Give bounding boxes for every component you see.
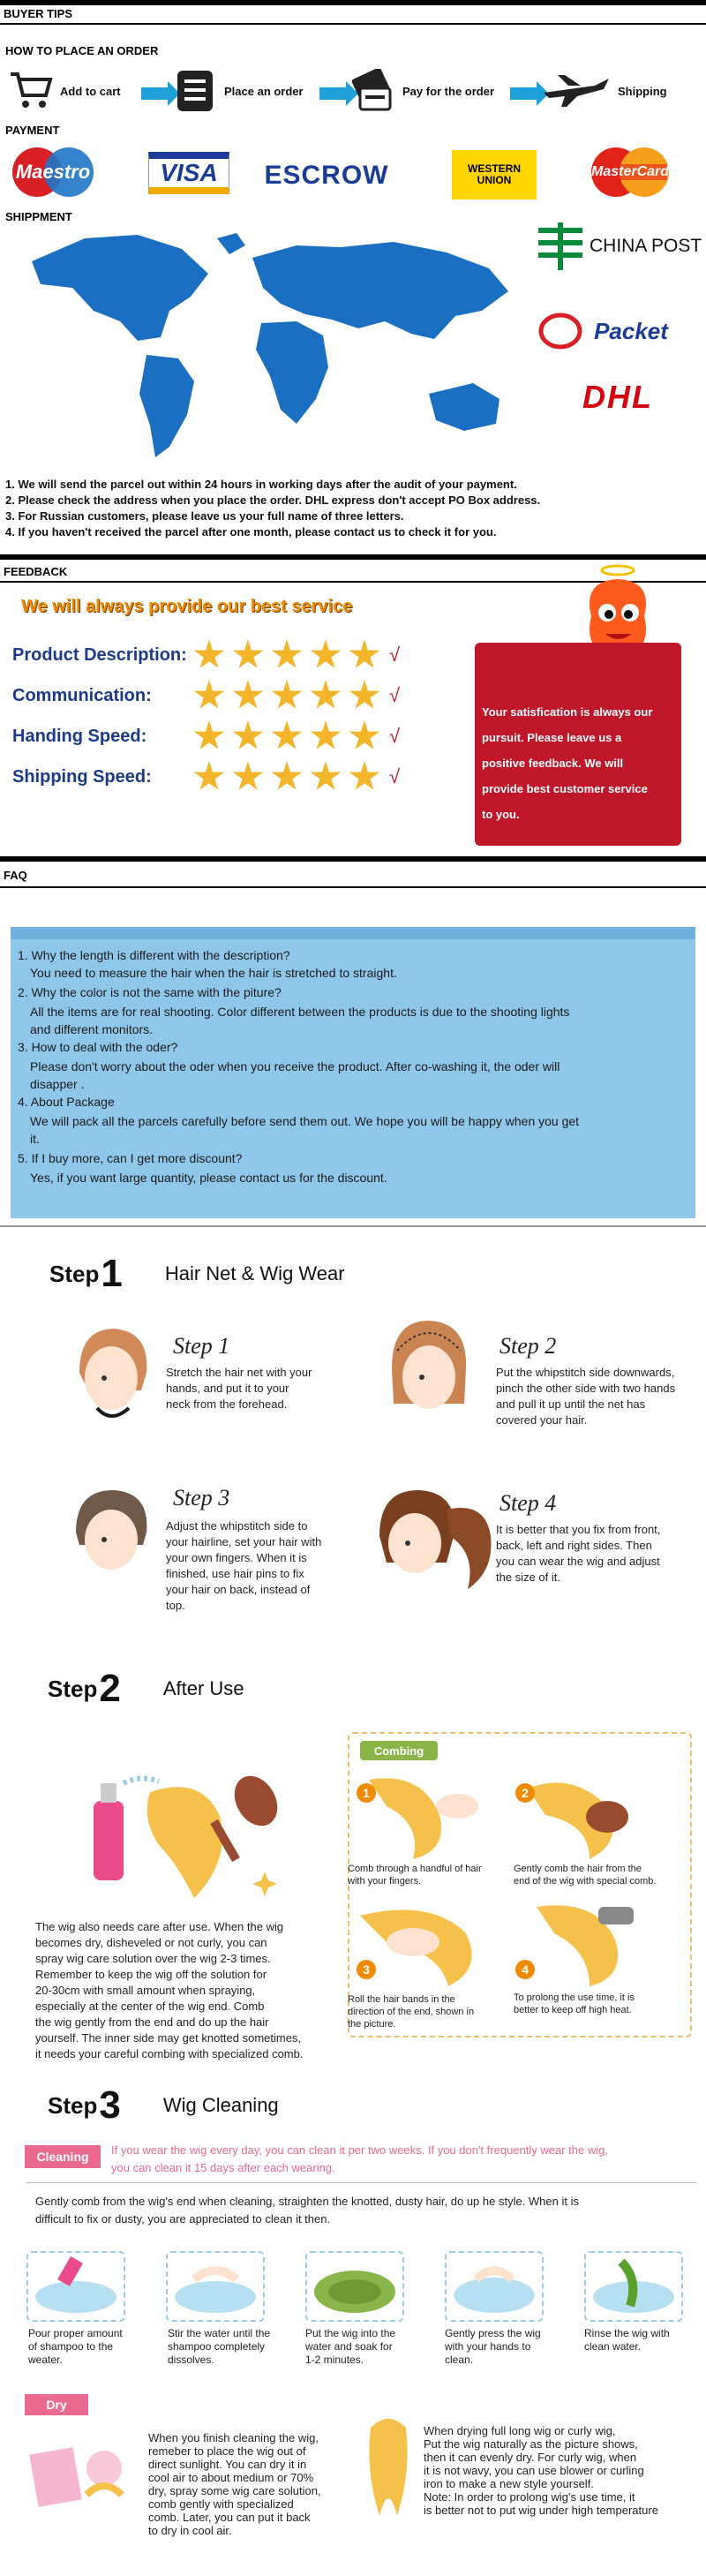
faq-rule [0, 886, 706, 888]
step-label: Add to cart [60, 84, 121, 98]
dry-air-icon [25, 2433, 139, 2526]
document-icon [173, 69, 217, 113]
wash-step3-icon [305, 2251, 404, 2322]
wash-step5-icon [584, 2251, 683, 2322]
card-icon [351, 69, 395, 113]
hanging-wig-icon [362, 2410, 415, 2529]
buyer-tips-title: BUYER TIPS [4, 7, 73, 20]
maestro-logo: Maestro [7, 147, 99, 198]
step1-item1-text: Stretch the hair net with your hands, and put it to your neck from the forehead. [166, 1366, 312, 1411]
rating-label: Communication: [12, 685, 152, 705]
star-icon [310, 680, 342, 712]
faq-rule-top [0, 856, 706, 862]
star-icon [193, 761, 225, 793]
shipping-notes [5, 477, 540, 540]
star-icon [232, 761, 264, 793]
note-2: 2. Please check the address when you place the order. DHL express don't accept PO Box address. [5, 493, 541, 507]
woman-wig-icon [362, 1483, 494, 1602]
star-icon [310, 720, 342, 752]
dry-left-text: When you finish cleaning the wig, remeber to place the wig out of direct sunlight. You can dry it in cool air to about medium or 70% dry, spray some wig care solution, comb gently with specialized comb. Later, you can put it back to dry in cool air. [148, 2431, 321, 2537]
wash-cap-5: Rinse the wig with clean water. [584, 2327, 670, 2353]
star-icon [271, 639, 303, 671]
step2-header: Step 2 After Use [48, 1667, 244, 1710]
divider [26, 2182, 697, 2183]
star-icon [271, 680, 303, 712]
star-icon [349, 639, 380, 671]
epacket-logo: Packet [538, 305, 697, 357]
feedback-message-box: Your satisfication is always our pursuit. Please leave us a positive feedback. We will provide best customer service to you. [475, 643, 681, 846]
check-icon: √ [389, 684, 401, 706]
step3-header: Step 3 Wig Cleaning [48, 2083, 279, 2127]
service-slogan: We will always provide our best service [21, 597, 353, 616]
rating-communication [12, 680, 400, 712]
woman-net-covered-icon [379, 1315, 477, 1435]
shippment-title: SHIPPMENT [5, 210, 72, 223]
star-icon [232, 720, 264, 752]
western-union-logo: WESTERN UNION [452, 150, 537, 200]
star-icon [349, 720, 380, 752]
star-icon [310, 639, 342, 671]
step-label: Shipping [618, 84, 667, 98]
escrow-logo: ESCROW [264, 161, 389, 190]
step-add-to-cart [9, 69, 121, 113]
cleaning-tag: Cleaning [25, 2145, 101, 2168]
plane-icon [542, 69, 611, 113]
rating-shipping-speed [12, 761, 400, 793]
comb-cap-1: Comb through a handful of hair with your fingers. [348, 1864, 482, 1887]
wash-cap-1: Pour proper amount of shampoo to the weater. [28, 2327, 123, 2366]
arrow-icon [510, 87, 538, 100]
payment-title: PAYMENT [5, 124, 60, 137]
cart-icon [9, 69, 53, 113]
note-3: 3. For Russian customers, please leave us your full name of three letters. [5, 509, 404, 523]
comb-step2-icon [510, 1771, 657, 1864]
star-icon [349, 761, 380, 793]
check-icon: √ [389, 644, 401, 666]
rating-label: Handing Speed: [12, 726, 147, 746]
check-icon: √ [389, 765, 401, 787]
faq-title: FAQ [4, 869, 27, 882]
note-1: 1. We will send the parcel out within 24 hours in working days after the audit of your payment. [5, 478, 517, 491]
step-pay [351, 69, 494, 113]
star-icon [271, 720, 303, 752]
note-4: 4. If you haven't received the parcel after one month, please contact us to check it for you. [5, 525, 497, 539]
dhl-logo: DHL [540, 378, 695, 417]
top-rule [0, 0, 706, 5]
dry-tag: Dry [25, 2394, 88, 2415]
wash-cap-4: Gently press the wig with your hands to clean. [445, 2327, 541, 2366]
rating-label: Shipping Speed: [12, 766, 152, 787]
how-to-order-title: HOW TO PLACE AN ORDER [5, 44, 159, 57]
comb-cap-2: Gently comb the hair from the end of the wig with special comb. [514, 1864, 657, 1887]
star-icon [349, 680, 380, 712]
feedback-title: FEEDBACK [4, 565, 68, 578]
comb-step4-icon [510, 1898, 657, 1991]
comb-step3-icon [351, 1898, 498, 1994]
star-icon [193, 680, 225, 712]
star-icon [193, 720, 225, 752]
comb-step1-icon [351, 1771, 498, 1864]
china-post-logo: CHINA POST [535, 221, 702, 272]
rating-label: Product Description: [12, 644, 187, 665]
spray-wig-icon [88, 1766, 300, 1911]
star-icon [310, 761, 342, 793]
step-place-order [173, 69, 304, 113]
step1-item3-text: Adjust the whipstitch side to your hairline, set your hair with your own fingers. When it is finished, use hair pins to fix your hair on back, instead of top. [166, 1519, 322, 1612]
step-shipping [542, 69, 667, 113]
check-icon: √ [389, 725, 401, 747]
wash-step4-icon [445, 2251, 544, 2322]
woman-hair-net-icon [62, 1320, 159, 1430]
faq-box: 1. Why the length is different with the description? You need to measure the hair when the hair is stretched to straight. 2. Why the color is not the same with the piture? All the items are for real shooting. Color different between the products is due to the shooting lights and different monitors. 3. How to deal with the oder? Please don't worry about the oder when you receive the product. After co-washing it, the oder will disapper . 4. About Package We will pack all the parcels carefully before send them out. We hope you will be happy when you get it. 5. If I buy more, can I get more discount? Yes, if you want large quantity, please contact us for the discount. [11, 927, 695, 1218]
cleaning-gentle: Gently comb from the wig's end when cleaning, straighten the knotted, dusty hair, do up he style. When it is difficult to fix or dusty, you are appreciated to clean it then. [35, 2195, 579, 2226]
wash-step1-icon [26, 2251, 125, 2322]
buyer-tips-rule [0, 23, 706, 25]
mastercard-logo: MasterCard [586, 147, 674, 198]
world-map-icon [5, 226, 535, 478]
woman-adjust-icon [62, 1483, 159, 1593]
comb-cap-4: To prolong the use time, it is better to keep off high heat. [514, 1992, 635, 2015]
comb-cap-3: Roll the hair bands in the direction of the end, shown in the picture. [348, 1994, 475, 2030]
visa-logo: VISA [148, 152, 229, 194]
step1-header: Step 1 Hair Net & Wig Wear [49, 1252, 345, 1295]
rating-product-description [12, 639, 400, 671]
arrow-icon [141, 87, 169, 100]
feedback-rule-top [0, 554, 706, 560]
star-icon [271, 761, 303, 793]
star-icon [232, 680, 264, 712]
rating-handing-speed [12, 720, 400, 752]
step1-item2-text: Put the whipstitch side downwards, pinch the other side with two hands and pull it up until the net has covered your hair. [496, 1366, 676, 1427]
step1-item4-text: It is better that you fix from front, back, left and right sides. Then you can wear the wig and adjust the size of it. [496, 1523, 661, 1584]
cleaning-intro: If you wear the wig every day, you can clean it per two weeks. If you don't frequently wear the wig, you can clean it 15 days after each wearing. [111, 2143, 608, 2174]
wash-cap-2: Stir the water until the shampoo completely dissolves. [168, 2327, 271, 2366]
star-icon [193, 639, 225, 671]
combing-tag: Combing [360, 1741, 438, 1760]
after-use-text: The wig also needs care after use. When the wig becomes dry, disheveled or not curly, you can spray wig care solution over the wig 2-3 times. Remember to keep the wig off the solution for 20-30cm with small amount when spraying, especially at the center of the wig end. Comb the wig gently from the end and do up the hair yourself. The inner side may get knotted sometimes, it needs your careful combing with specialized comb. [35, 1920, 304, 2060]
dry-right-text: When drying full long wig or curly wig, Put the wig naturally as the picture shows, then it can evenly dry. For curly wig, when it is not wavy, you can use blower or curling iron to make a new style yourself. Note: In order to prolong wig's use time, it is better not to put wig under high temperature [424, 2424, 658, 2517]
wash-step2-icon [166, 2251, 265, 2322]
step-label: Place an order [224, 84, 304, 98]
star-icon [232, 639, 264, 671]
faq-bottom-rule [0, 1225, 706, 1227]
step-label: Pay for the order [402, 84, 495, 98]
wash-cap-3: Put the wig into the water and soak for 1-2 minutes. [305, 2327, 396, 2366]
arrow-icon [319, 87, 348, 100]
